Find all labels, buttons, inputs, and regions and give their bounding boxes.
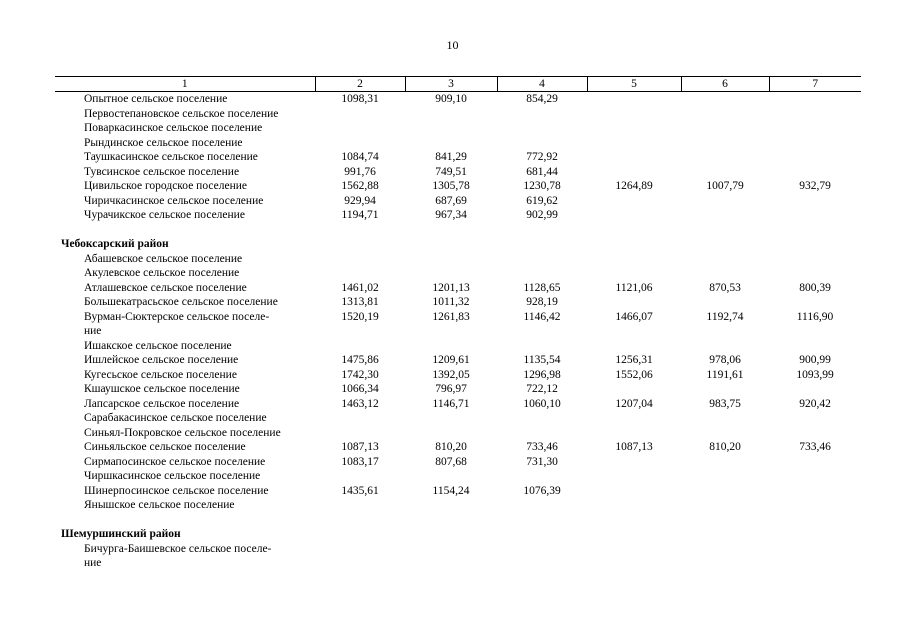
value-col-7: 1093,99: [796, 368, 834, 381]
value-col-4: 731,30: [526, 455, 558, 468]
value-col-7: [769, 542, 861, 557]
table-row: [55, 411, 861, 426]
value-col-6: [681, 121, 769, 136]
value-col-3: 1305,78: [432, 180, 470, 192]
table-row: [55, 92, 861, 107]
value-col-5: [587, 339, 681, 354]
value-col-2: 1463,12: [341, 397, 379, 410]
value-col-4: [497, 324, 587, 339]
settlement-name: Сирмапосинское сельское поселение: [84, 455, 266, 468]
settlement-name: Шинерпосинское сельское поселение: [84, 484, 269, 497]
spacer-cell: [55, 223, 861, 238]
value-col-2: 1461,02: [341, 281, 379, 294]
value-col-2: 1562,88: [341, 180, 379, 192]
value-col-3: 1146,71: [432, 397, 470, 410]
table-row: [55, 498, 861, 513]
table-row: [55, 266, 861, 281]
value-col-5: 1466,07: [615, 310, 653, 323]
value-col-6: 810,20: [709, 441, 741, 453]
settlement-name: Сарабакасинское сельское поселение: [84, 412, 267, 424]
value-col-4: 1230,78: [523, 180, 561, 192]
value-col-4: [497, 411, 587, 426]
table-row: [55, 121, 861, 136]
value-col-3: 810,20: [435, 441, 467, 453]
value-col-2: 1066,34: [341, 383, 379, 395]
table-row: [55, 208, 861, 223]
value-col-6: [681, 556, 769, 571]
value-col-4: 1146,42: [523, 310, 561, 323]
value-col-4: 1076,39: [523, 484, 561, 497]
settlement-name: Цивильское городское поселение: [84, 180, 247, 192]
settlement-name: Опытное сельское поселение: [84, 93, 228, 105]
value-col-7: [769, 252, 861, 267]
value-col-5: [587, 426, 681, 441]
tariff-table: [55, 76, 861, 571]
value-col-7: 920,42: [799, 397, 831, 410]
value-col-3: 841,29: [435, 151, 467, 163]
district-heading-row: [55, 237, 861, 252]
table-row: [55, 339, 861, 354]
settlement-name: Лапсарское сельское поселение: [84, 397, 240, 410]
value-col-2: 1084,74: [341, 151, 379, 163]
value-col-5: [587, 469, 681, 484]
value-col-6: [681, 382, 769, 397]
table-row: [55, 440, 861, 455]
value-col-7: 1116,90: [796, 310, 834, 323]
value-col-7: [769, 426, 861, 441]
value-col-5: [587, 107, 681, 122]
table-row: [55, 368, 861, 383]
value-col-2: 1083,17: [341, 455, 379, 468]
value-col-5: [587, 484, 681, 499]
value-col-5: [587, 324, 681, 339]
value-col-2: [315, 136, 405, 151]
value-col-3: [405, 252, 497, 267]
value-col-6: [681, 339, 769, 354]
value-col-3: 967,34: [435, 209, 467, 221]
settlement-name: Рындинское сельское поселение: [84, 136, 243, 149]
value-col-6: [681, 92, 769, 107]
settlement-name: Первостепановское сельское поселение: [84, 107, 279, 120]
value-col-6: [681, 498, 769, 513]
value-col-5: 1087,13: [615, 441, 653, 453]
value-col-3: [405, 136, 497, 151]
value-col-5: [587, 165, 681, 180]
value-col-4: 1060,10: [523, 397, 561, 410]
value-col-3: 1261,83: [432, 310, 470, 323]
value-col-3: 1154,24: [432, 484, 470, 497]
value-col-5: 1264,89: [615, 180, 653, 192]
value-col-7: [769, 324, 861, 339]
value-col-7: [769, 295, 861, 310]
table-row: [55, 107, 861, 122]
value-col-4: 854,29: [526, 93, 558, 105]
value-col-3: [405, 469, 497, 484]
table-row: [55, 136, 861, 151]
value-col-6: [681, 295, 769, 310]
table-row: [55, 556, 861, 571]
value-col-5: [587, 556, 681, 571]
value-col-6: 983,75: [709, 397, 741, 410]
column-header: 3: [405, 77, 497, 92]
table-row: [55, 353, 861, 368]
value-col-6: [681, 165, 769, 180]
value-col-7: 733,46: [799, 441, 831, 453]
value-col-7: [769, 208, 861, 223]
table-row: [55, 382, 861, 397]
spacer-row: [55, 513, 861, 528]
column-header: 6: [681, 77, 769, 92]
value-col-6: [681, 208, 769, 223]
settlement-name: Ишакское сельское поселение: [84, 339, 232, 352]
table-row: [55, 397, 861, 412]
value-col-6: [681, 266, 769, 281]
table-row: [55, 426, 861, 441]
value-col-4: 619,62: [526, 194, 558, 207]
settlement-name: Вурман-Сюктерское сельское поселе-: [84, 310, 270, 323]
settlement-name: Тувсинское сельское поселение: [84, 165, 240, 178]
value-col-2: [315, 542, 405, 557]
value-col-2: [315, 498, 405, 513]
value-col-5: [587, 150, 681, 165]
value-col-5: [587, 295, 681, 310]
value-col-7: [769, 498, 861, 513]
value-col-3: 1209,61: [432, 354, 470, 366]
table-row: [55, 281, 861, 296]
table-row: [55, 324, 861, 339]
value-col-6: 978,06: [709, 354, 741, 366]
value-col-6: [681, 455, 769, 470]
page-number: 10: [446, 38, 459, 52]
value-col-6: [681, 252, 769, 267]
value-col-2: 1194,71: [341, 209, 379, 221]
value-col-2: 991,76: [344, 165, 376, 178]
settlement-name: Ишлейское сельское поселение: [84, 354, 239, 366]
table-row: [55, 194, 861, 209]
value-col-6: [681, 136, 769, 151]
value-col-6: 1192,74: [706, 310, 744, 323]
settlement-name: Чиршкасинское сельское поселение: [84, 470, 261, 482]
value-col-2: 929,94: [344, 194, 376, 207]
column-header: 4: [497, 77, 587, 92]
settlement-name: Янышское сельское поселение: [84, 499, 235, 511]
value-col-2: 1098,31: [341, 93, 379, 105]
value-col-6: [681, 324, 769, 339]
value-col-5: [587, 542, 681, 557]
column-number-row: [55, 77, 861, 92]
value-col-7: [769, 165, 861, 180]
settlement-name: Синьял-Покровское сельское поселение: [84, 426, 281, 439]
value-col-4: 902,99: [526, 209, 558, 221]
value-col-6: [681, 150, 769, 165]
value-col-7: [769, 556, 861, 571]
value-col-7: [769, 121, 861, 136]
value-col-5: [587, 455, 681, 470]
value-col-2: [315, 339, 405, 354]
value-col-3: 1201,13: [432, 281, 470, 294]
value-col-2: [315, 426, 405, 441]
spacer-row: [55, 223, 861, 238]
value-col-2: 1742,30: [341, 368, 379, 381]
settlement-name: Поваркасинское сельское поселение: [84, 122, 263, 134]
value-col-5: [587, 498, 681, 513]
value-col-7: [769, 194, 861, 209]
column-header: 2: [315, 77, 405, 92]
table-row: [55, 150, 861, 165]
district-heading: Шемуршинский район: [61, 528, 181, 540]
table-body: [55, 92, 861, 571]
value-col-3: 807,68: [435, 455, 467, 468]
value-col-3: [405, 107, 497, 122]
value-col-4: 1128,65: [523, 281, 561, 294]
value-col-7: [769, 136, 861, 151]
table-row: [55, 542, 861, 557]
value-col-4: [497, 136, 587, 151]
value-col-3: [405, 121, 497, 136]
table-row: [55, 165, 861, 180]
value-col-4: [497, 107, 587, 122]
value-col-6: [681, 426, 769, 441]
table-header: [55, 77, 861, 92]
value-col-2: [315, 469, 405, 484]
settlement-name: Таушкасинское сельское поселение: [84, 151, 258, 163]
value-col-6: [681, 194, 769, 209]
value-col-4: [497, 498, 587, 513]
settlement-name: Чиричкасинское сельское поселение: [84, 194, 264, 207]
value-col-7: [769, 107, 861, 122]
value-col-5: [587, 208, 681, 223]
value-col-3: 796,97: [435, 383, 467, 395]
value-col-3: [405, 411, 497, 426]
value-col-4: [497, 542, 587, 557]
settlement-name: Кшаушское сельское поселение: [84, 383, 240, 395]
value-col-5: [587, 194, 681, 209]
value-col-5: 1121,06: [615, 281, 653, 294]
value-col-6: 1007,79: [706, 180, 744, 192]
value-col-6: [681, 107, 769, 122]
value-col-4: [497, 121, 587, 136]
value-col-3: [405, 498, 497, 513]
value-col-6: 1191,61: [706, 368, 744, 381]
value-col-7: [769, 92, 861, 107]
settlement-name: Бичурга-Баишевское сельское поселе-: [84, 542, 272, 555]
value-col-5: [587, 252, 681, 267]
value-col-3: [405, 266, 497, 281]
value-col-2: [315, 121, 405, 136]
value-col-2: [315, 107, 405, 122]
spacer-cell: [55, 513, 861, 528]
settlement-name: Акулевское сельское поселение: [84, 267, 240, 279]
value-col-3: [405, 339, 497, 354]
value-col-2: [315, 252, 405, 267]
settlement-name: Синьяльское сельское поселение: [84, 441, 246, 453]
value-col-3: 909,10: [435, 93, 467, 105]
settlement-name: Чурачикское сельское поселение: [84, 209, 245, 221]
value-col-4: 928,19: [526, 296, 558, 308]
value-col-5: [587, 266, 681, 281]
table-row: [55, 484, 861, 499]
value-col-6: [681, 411, 769, 426]
value-col-3: [405, 426, 497, 441]
table-row: [55, 469, 861, 484]
value-col-5: 1552,06: [615, 368, 653, 381]
settlement-name: ние: [84, 325, 102, 337]
value-col-4: [497, 339, 587, 354]
table-row: [55, 179, 861, 194]
value-col-4: [497, 469, 587, 484]
value-col-4: [497, 426, 587, 441]
settlement-name: ние: [84, 557, 102, 569]
value-col-4: 772,92: [526, 151, 558, 163]
value-col-3: [405, 324, 497, 339]
value-col-7: 932,79: [799, 180, 831, 192]
value-col-7: 900,99: [799, 354, 831, 366]
table-row: [55, 310, 861, 325]
value-col-2: [315, 556, 405, 571]
value-col-5: [587, 121, 681, 136]
value-col-2: [315, 324, 405, 339]
value-col-5: 1207,04: [615, 397, 653, 410]
value-col-6: 870,53: [709, 281, 741, 294]
value-col-2: 1520,19: [341, 310, 379, 323]
value-col-6: [681, 542, 769, 557]
value-col-6: [681, 469, 769, 484]
value-col-7: 800,39: [799, 281, 831, 294]
value-col-4: 1296,98: [523, 368, 561, 381]
value-col-7: [769, 411, 861, 426]
value-col-4: [497, 252, 587, 267]
settlement-name: Абашевское сельское поселение: [84, 252, 243, 265]
value-col-5: 1256,31: [615, 354, 653, 366]
value-col-4: [497, 556, 587, 571]
value-col-4: 733,46: [526, 441, 558, 453]
value-col-5: [587, 136, 681, 151]
value-col-4: 1135,54: [523, 354, 561, 366]
value-col-4: 681,44: [526, 165, 558, 178]
value-col-3: 749,51: [435, 165, 467, 178]
table-row: [55, 455, 861, 470]
value-col-7: [769, 150, 861, 165]
value-col-4: 722,12: [526, 383, 558, 395]
value-col-7: [769, 469, 861, 484]
value-col-2: 1087,13: [341, 441, 379, 453]
settlement-name: Атлашевское сельское поселение: [84, 281, 247, 294]
value-col-2: 1475,86: [341, 354, 379, 366]
value-col-3: 1011,32: [432, 296, 470, 308]
value-col-5: [587, 92, 681, 107]
value-col-7: [769, 455, 861, 470]
value-col-5: [587, 382, 681, 397]
value-col-3: [405, 556, 497, 571]
value-col-3: [405, 542, 497, 557]
value-col-2: 1435,61: [341, 484, 379, 497]
value-col-7: [769, 339, 861, 354]
table-row: [55, 295, 861, 310]
column-header: 1: [55, 77, 315, 92]
value-col-4: [497, 266, 587, 281]
value-col-2: [315, 411, 405, 426]
district-heading: Чебоксарский район: [61, 238, 169, 250]
value-col-7: [769, 484, 861, 499]
value-col-3: 1392,05: [432, 368, 470, 381]
value-col-3: 687,69: [435, 194, 467, 207]
settlement-name: Кугесьское сельское поселение: [84, 368, 237, 381]
value-col-2: 1313,81: [341, 296, 379, 308]
district-heading-row: [55, 527, 861, 542]
value-col-6: [681, 484, 769, 499]
value-col-7: [769, 266, 861, 281]
value-col-7: [769, 382, 861, 397]
column-header: 5: [587, 77, 681, 92]
settlement-name: Большекатрасьское сельское поселение: [84, 296, 278, 308]
value-col-5: [587, 411, 681, 426]
column-header: 7: [769, 77, 861, 92]
value-col-2: [315, 266, 405, 281]
table-row: [55, 252, 861, 267]
